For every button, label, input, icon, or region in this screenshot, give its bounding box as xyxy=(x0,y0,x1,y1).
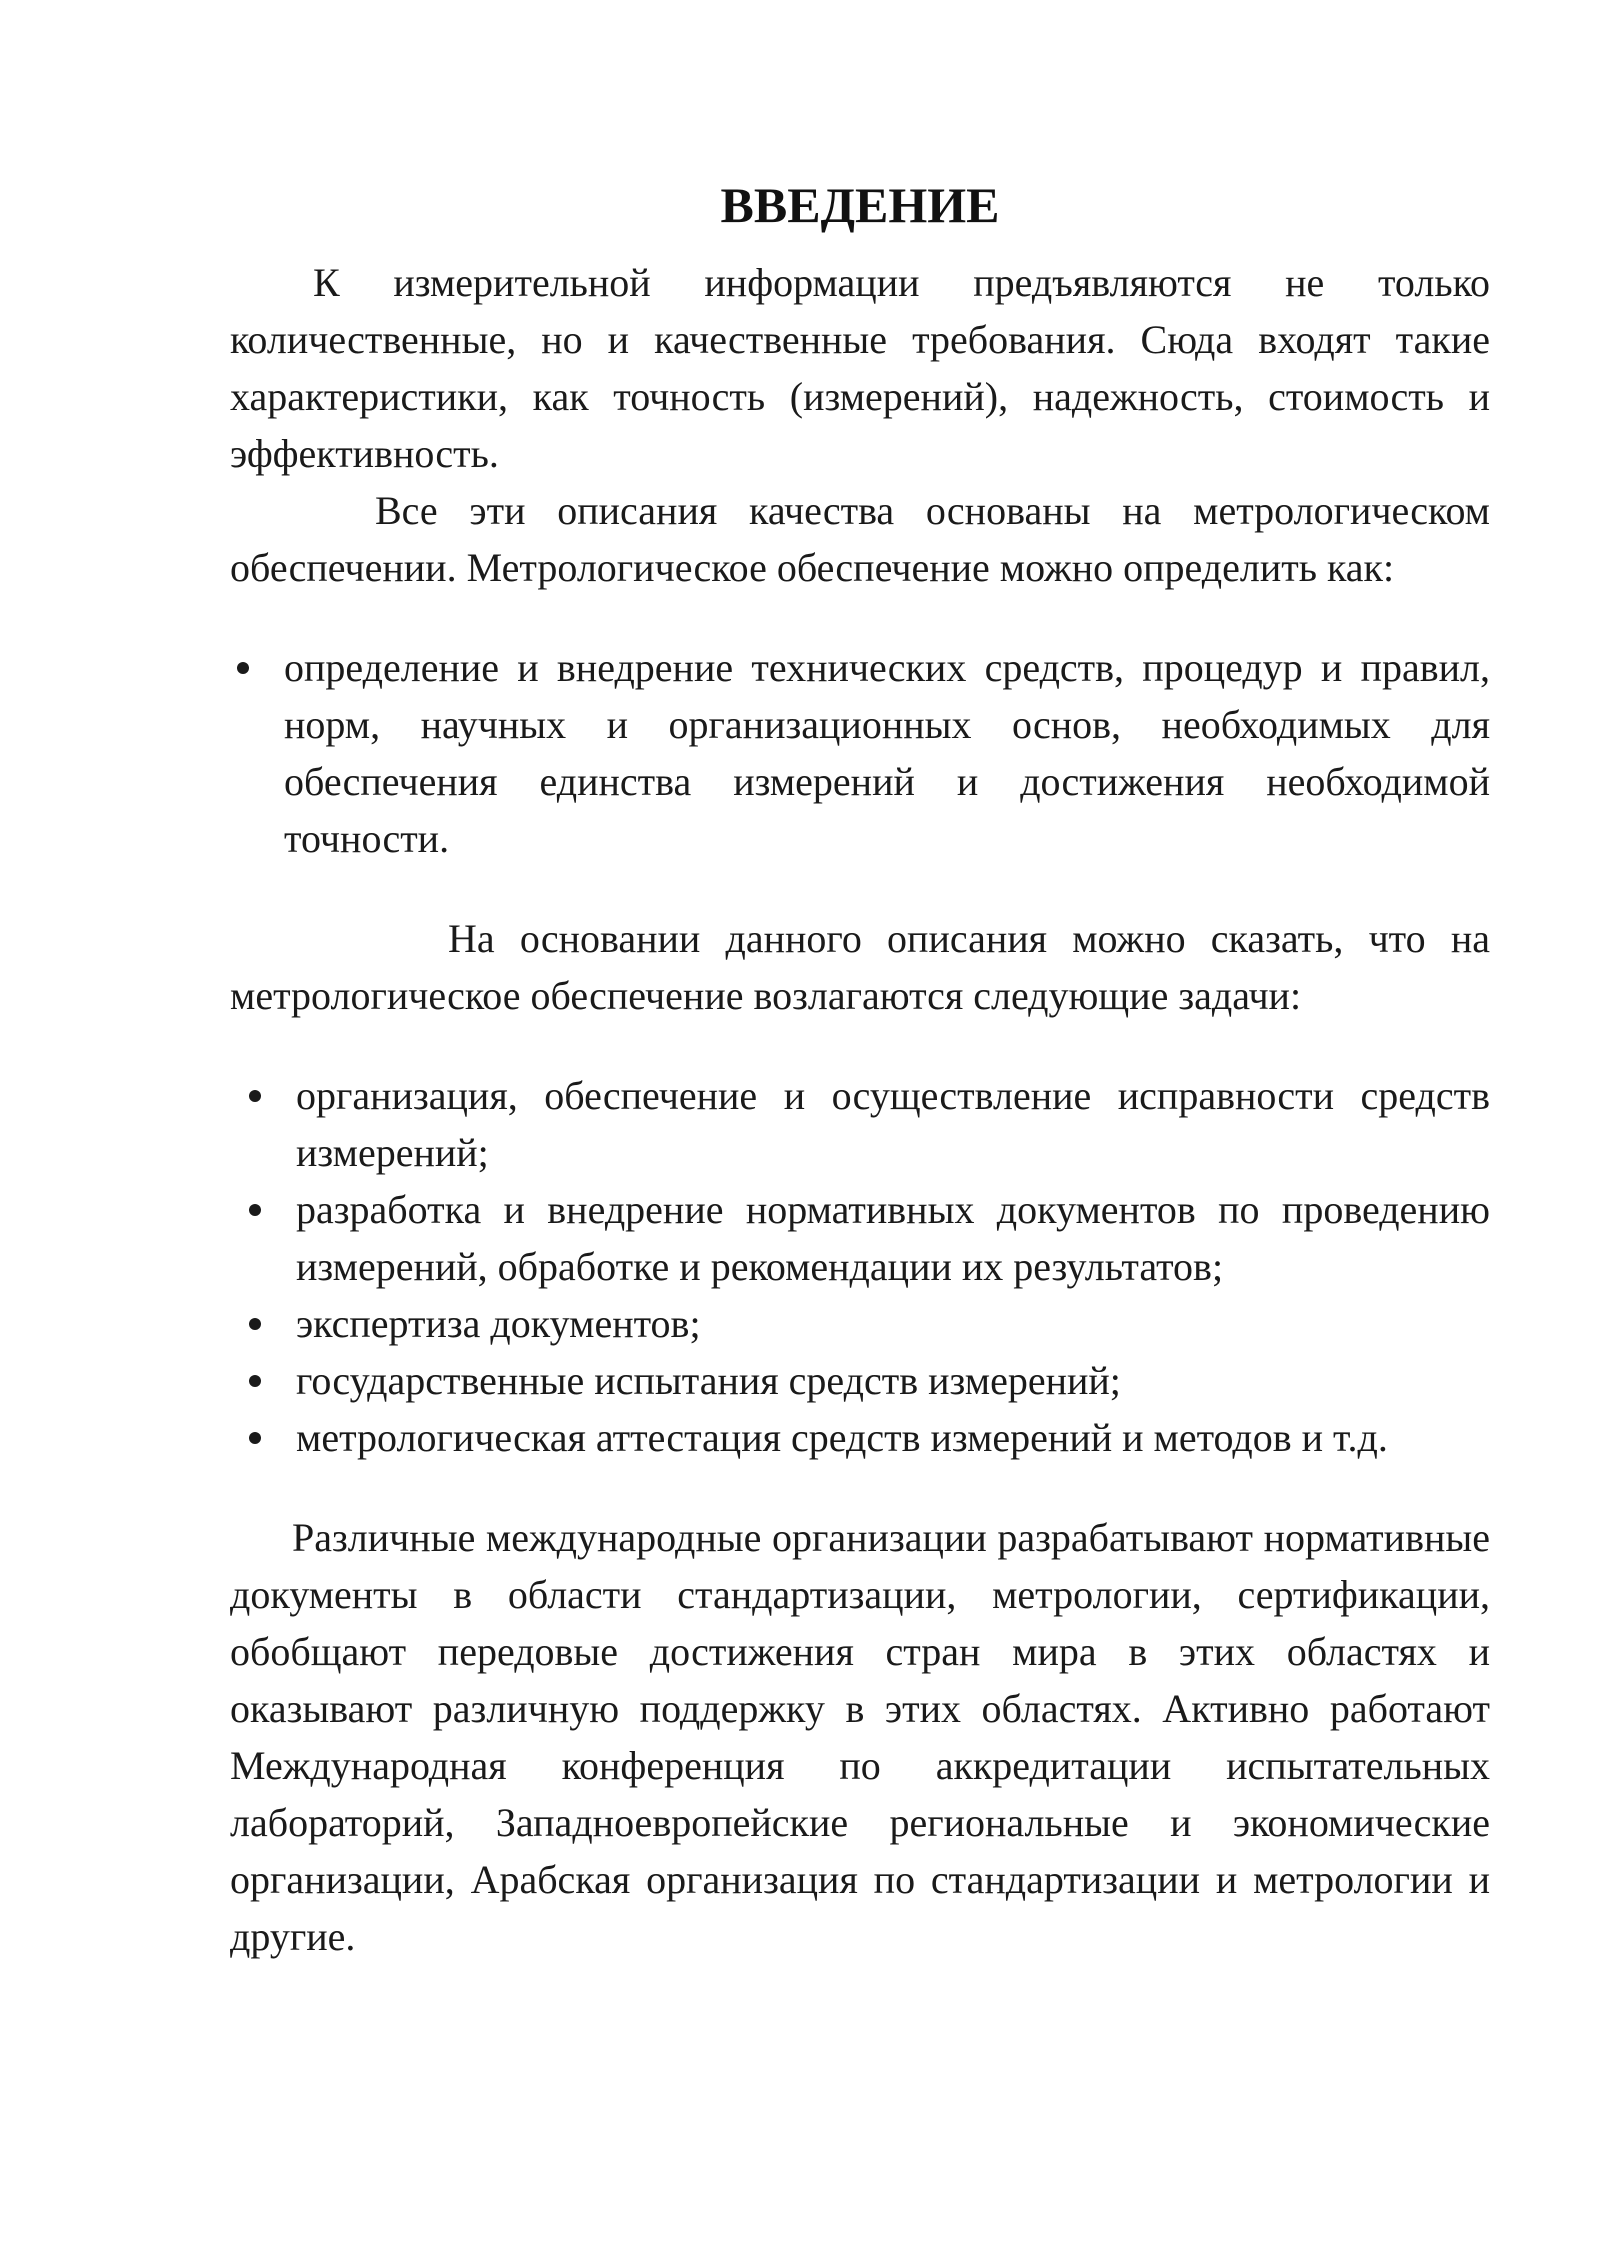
list-item-text: разработка и внедрение нормативных документов по проведению измерений, обработке и рекомендации их результатов; xyxy=(296,1187,1490,1289)
spacer xyxy=(230,867,1490,910)
list-item-text: организация, обеспечение и осуществление исправности средств измерений; xyxy=(296,1073,1490,1175)
bullet-icon xyxy=(249,1375,261,1387)
list-item-text: экспертиза документов; xyxy=(296,1301,701,1346)
list-item-text: определение и внедрение технических средств, процедур и правил, норм, научных и организационных основ, необходимых для обеспечения единства измерений и достижения необходимой точности. xyxy=(284,645,1490,861)
list-item xyxy=(230,1295,1490,1352)
tasks-list xyxy=(230,1067,1490,1466)
list-item xyxy=(230,639,1490,867)
spacer xyxy=(230,596,1490,639)
bullet-icon xyxy=(249,1318,261,1330)
list-item xyxy=(230,1181,1490,1295)
bullet-icon xyxy=(237,662,249,674)
list-item xyxy=(230,1409,1490,1466)
intro-paragraph-1: К измерительной информации предъявляются не только количественные, но и качественные требования. Сюда входят такие характеристики, как точность (измерений), надежность, стоимость и эффективность. xyxy=(230,260,1490,476)
spacer xyxy=(230,1024,1490,1067)
bullet-icon xyxy=(249,1090,261,1102)
list-item xyxy=(230,1352,1490,1409)
definition-list xyxy=(230,639,1490,867)
page-title: ВВЕДЕНИЕ xyxy=(720,177,1000,233)
list-item xyxy=(230,1067,1490,1181)
intro-paragraph-2: Все эти описания качества основаны на метрологическом обеспечении. Метрологическое обеспечение можно определить как: xyxy=(230,488,1490,590)
bullet-icon xyxy=(249,1432,261,1444)
intro-paragraph-4: Различные международные организации разрабатывают нормативные документы в области стандартизации, метрологии, сертификации, обобщают передовые достижения стран мира в этих областях и оказывают различную поддержку в этих областях. Активно работают Международная конференция по аккредитации испытательных лабораторий, Западноевропейские региональные и экономические организации, Арабская организация по стандартизации и метрологии и другие. xyxy=(230,1515,1490,1959)
intro-paragraph-3: На основании данного описания можно сказать, что на метрологическое обеспечение возлагаются следующие задачи: xyxy=(230,916,1490,1018)
list-item-text: метрологическая аттестация средств измерений и методов и т.д. xyxy=(296,1415,1388,1460)
spacer xyxy=(230,1466,1490,1509)
bullet-icon xyxy=(249,1204,261,1216)
list-item-text: государственные испытания средств измерений; xyxy=(296,1358,1121,1403)
document-page xyxy=(230,170,1490,1965)
